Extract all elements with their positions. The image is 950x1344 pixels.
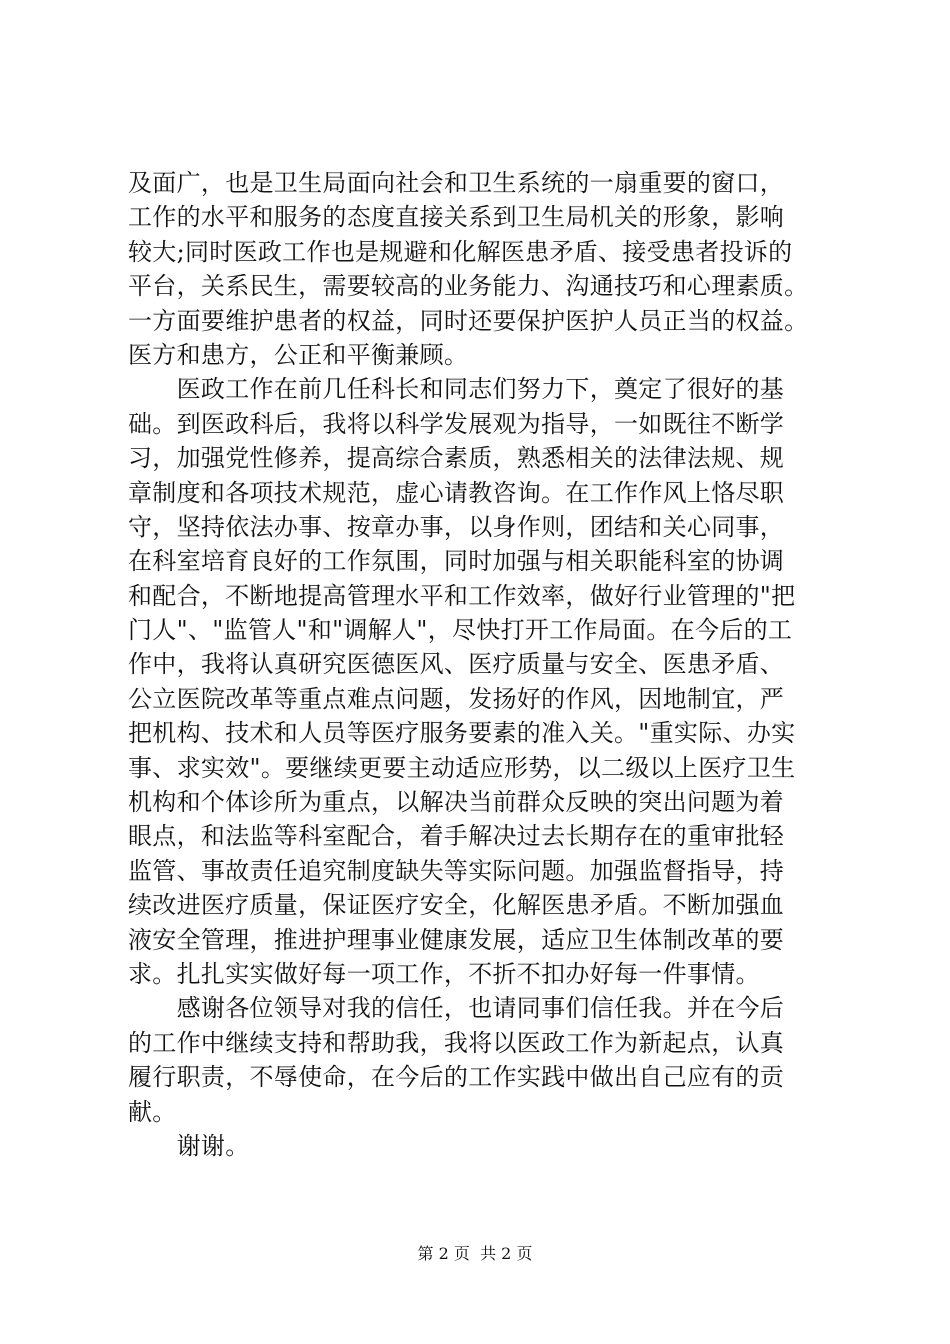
text-line: 眼点，和法监等科室配合，着手解决过去长期存在的重审批轻 — [128, 822, 785, 851]
text-line: 较大;同时医政工作也是规避和化解医患矛盾、接受患者投诉的 — [128, 237, 793, 266]
text-line: 求。扎扎实实做好每一项工作，不折不扣办好每一件事情。 — [128, 959, 760, 988]
document-body — [128, 166, 840, 1163]
text-line: 一方面要维护患者的权益，同时还要保护医护人员正当的权益。 — [128, 306, 809, 335]
text-line: 作中，我将认真研究医德医风、医疗质量与安全、医患矛盾、 — [128, 650, 785, 679]
text-line: 机构和个体诊所为重点，以解决当前群众反映的突出问题为着 — [128, 788, 785, 817]
text-line: 及面广，也是卫生局面向社会和卫生系统的一扇重要的窗口， — [128, 169, 785, 197]
text-line: 的工作中继续支持和帮助我，我将以医政工作为新起点，认真 — [128, 1028, 785, 1057]
text-line: 工作的水平和服务的态度直接关系到卫生局机关的形象，影响 — [128, 203, 785, 232]
text-line: 液安全管理，推进护理事业健康发展，适应卫生体制改革的要 — [128, 925, 785, 954]
text-line: 门人"、"监管人"和"调解人"，尽快打开工作局面。在今后的工 — [128, 616, 793, 645]
text-line: 履行职责，不辱使命，在今后的工作实践中做出自己应有的贡 — [128, 1063, 785, 1092]
text-line: 谢谢。 — [128, 1131, 250, 1160]
text-line: 监管、事故责任追究制度缺失等实际问题。加强监督指导，持 — [128, 856, 785, 885]
page-footer — [0, 1244, 950, 1264]
text-line: 事、求实效"。要继续更要主动适应形势，以二级以上医疗卫生 — [128, 753, 796, 782]
text-line: 献。 — [128, 1097, 177, 1126]
text-line: 续改进医疗质量，保证医疗安全，化解医患矛盾。不断加强血 — [128, 891, 785, 920]
text-line: 习，加强党性修养，提高综合素质，熟悉相关的法律法规、规 — [128, 444, 785, 473]
text-line: 在科室培育良好的工作氛围，同时加强与相关职能科室的协调 — [128, 547, 785, 576]
page-number-label: 第 2 页 共 2 页 — [417, 1244, 533, 1263]
text-line: 章制度和各项技术规范，虚心请教咨询。在工作作风上恪尽职 — [128, 478, 785, 507]
text-line: 础。到医政科后，我将以科学发展观为指导，一如既往不断学 — [128, 409, 785, 438]
text-line: 守，坚持依法办事、按章办事，以身作则，团结和关心同事， — [128, 512, 785, 541]
text-line: 医方和患方，公正和平衡兼顾。 — [128, 340, 469, 369]
text-line: 平台，关系民生，需要较高的业务能力、沟通技巧和心理素质。 — [128, 272, 809, 301]
text-line: 把机构、技术和人员等医疗服务要素的准入关。"重实际、办实 — [128, 719, 796, 748]
text-line: 公立医院改革等重点难点问题，发扬好的作风，因地制宜，严 — [128, 684, 785, 713]
text-line: 感谢各位领导对我的信任，也请同事们信任我。并在今后 — [128, 994, 785, 1023]
text-line: 医政工作在前几任科长和同志们努力下，奠定了很好的基 — [128, 375, 785, 404]
text-line: 和配合，不断地提高管理水平和工作效率，做好行业管理的"把 — [128, 581, 796, 610]
